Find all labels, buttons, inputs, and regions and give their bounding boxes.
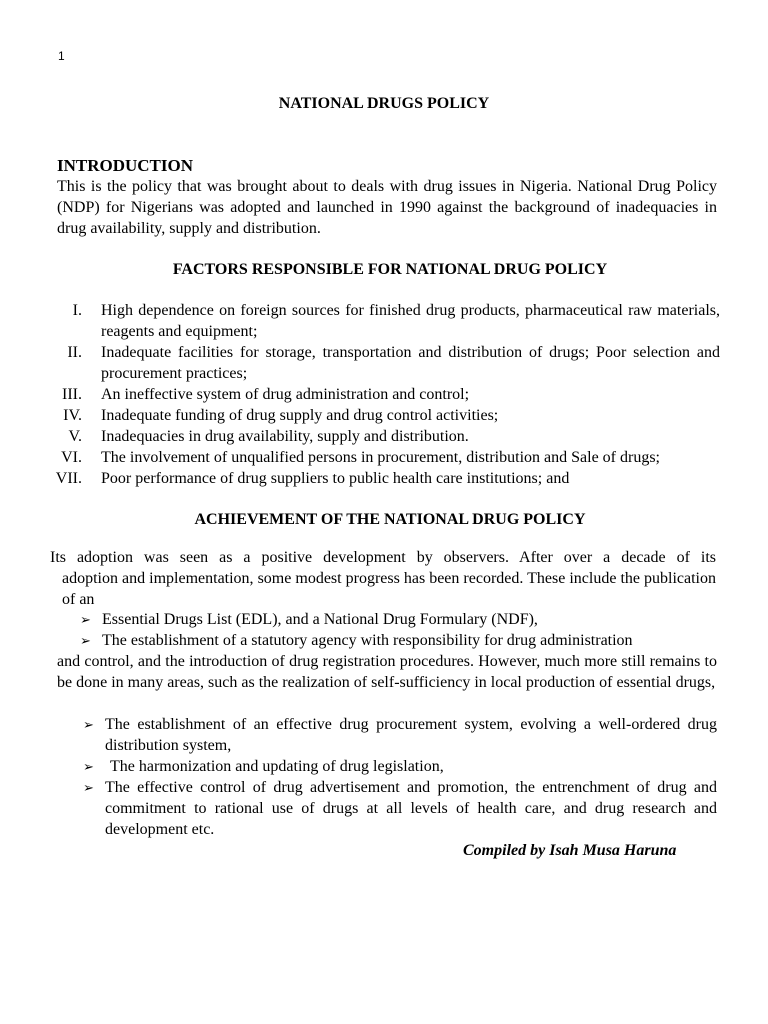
factor-item [40, 468, 720, 489]
list-item [83, 756, 717, 777]
factors-list [40, 300, 720, 489]
factor-text: An ineffective system of drug administration and control; [101, 386, 470, 403]
list-item [83, 714, 717, 756]
arrow-bullet-icon: ➢ [83, 780, 94, 795]
achievement-bullets-a [80, 609, 720, 651]
compiled-by-signature: Compiled by Isah Musa Haruna [463, 842, 677, 859]
achievement-paragraph-1-rest: adoption and implementation, some modest progress has been recorded. These include the publication of an [62, 570, 716, 608]
factor-number: VII. [55, 470, 82, 487]
arrow-bullet-icon: ➢ [80, 633, 91, 648]
factor-text: The involvement of unqualified persons in procurement, distribution and Sale of drugs; [101, 449, 660, 466]
introduction-heading: INTRODUCTION [57, 156, 194, 175]
factor-number: V. [68, 428, 82, 445]
list-item [83, 777, 717, 840]
factor-number: III. [62, 386, 82, 403]
arrow-bullet-icon: ➢ [83, 717, 94, 732]
page-number: 1 [58, 49, 65, 63]
factor-number: VI. [61, 449, 82, 466]
introduction-paragraph: This is the policy that was brought about to deals with drug issues in Nigeria. National Drug Policy (NDP) for Nigerians was adopted and launched in 1990 against the background of inadequacies in drug availability, supply and distribution. [57, 178, 717, 237]
factor-number: IV. [63, 407, 82, 424]
document-title: NATIONAL DRUGS POLICY [278, 95, 490, 112]
factor-text: Inadequate facilities for storage, transportation and distribution of drugs; Poor selection and procurement practices; [101, 344, 720, 382]
achievement-heading: ACHIEVEMENT OF THE NATIONAL DRUG POLICY [194, 511, 586, 528]
factor-number: I. [72, 302, 82, 319]
factor-number: II. [67, 344, 82, 361]
factor-item [40, 447, 720, 468]
factor-text: High dependence on foreign sources for finished drug products, pharmaceutical raw materials, reagents and equipment; [101, 302, 720, 340]
achievement-paragraph-2: and control, and the introduction of drug registration procedures. However, much more still remains to be done in many areas, such as the realization of self-sufficiency in local production of essential drugs, [57, 653, 717, 691]
factors-heading: FACTORS RESPONSIBLE FOR NATIONAL DRUG POLICY [172, 261, 608, 278]
bullet-text: The effective control of drug advertisement and promotion, the entrenchment of drug and commitment to rational use of drugs at all levels of health care, and drug research and development etc. [105, 779, 717, 838]
factor-item [40, 426, 720, 447]
arrow-bullet-icon: ➢ [83, 759, 94, 774]
arrow-bullet-icon: ➢ [80, 612, 91, 627]
list-item [80, 609, 720, 630]
factor-text: Poor performance of drug suppliers to public health care institutions; and [101, 470, 570, 487]
achievement-bullets-b [83, 714, 717, 840]
bullet-text: Essential Drugs List (EDL), and a National Drug Formulary (NDF), [102, 611, 538, 628]
achievement-paragraph-1-first-line: Its adoption was seen as a positive development by observers. After over a decade of its [50, 549, 716, 566]
factor-text: Inadequacies in drug availability, supply and distribution. [101, 428, 469, 445]
achievement-paragraph-1 [50, 547, 716, 610]
factor-item [40, 342, 720, 384]
bullet-text: The establishment of an effective drug procurement system, evolving a well-ordered drug distribution system, [105, 716, 717, 754]
bullet-text: The harmonization and updating of drug legislation, [110, 758, 444, 775]
factor-text: Inadequate funding of drug supply and drug control activities; [101, 407, 499, 424]
factor-item [40, 405, 720, 426]
factor-item [40, 384, 720, 405]
bullet-text: The establishment of a statutory agency with responsibility for drug administration [102, 632, 633, 649]
list-item [80, 630, 720, 651]
factor-item [40, 300, 720, 342]
